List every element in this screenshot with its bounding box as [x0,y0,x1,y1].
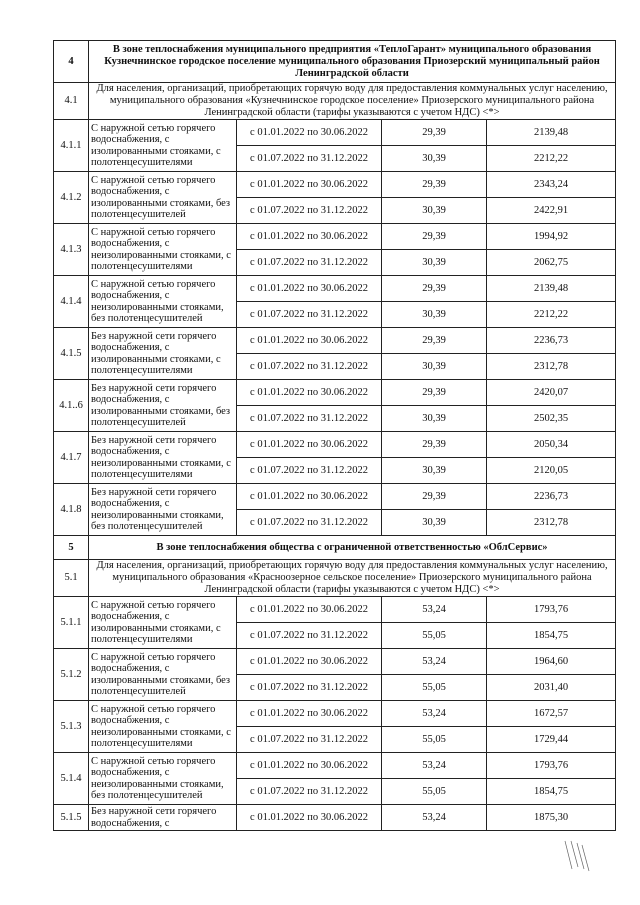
table-row [54,649,616,675]
energy-value-cell: 2062,75 [487,250,616,276]
energy-value-cell: 2312,78 [487,354,616,380]
energy-value-cell: 2120,05 [487,458,616,484]
handwritten-mark [562,839,592,873]
item-number: 4.1.7 [54,432,89,484]
energy-value-cell: 2050,34 [487,432,616,458]
item-number: 5.1.3 [54,701,89,753]
energy-value-cell: 2236,73 [487,484,616,510]
item-description: С наружной сетью горячего водоснабжения, с изолированными стояками, с полотенцесушителями [89,597,237,649]
item-description: Без наружной сети горячего водоснабжения, с неизолированными стояками, с полотенцесушителями [89,432,237,484]
period-cell: с 01.07.2022 по 31.12.2022 [237,675,382,701]
table-row [54,380,616,406]
item-description: Без наружной сети горячего водоснабжения, с изолированными стояками, с полотенцесушителями [89,328,237,380]
section-number: 5 [54,536,89,560]
period-cell: с 01.01.2022 по 30.06.2022 [237,597,382,623]
component-value-cell: 53,24 [382,753,487,779]
table-row [54,224,616,250]
item-number: 4.1.1 [54,120,89,172]
component-value-cell: 30,39 [382,354,487,380]
energy-value-cell: 2422,91 [487,198,616,224]
energy-value-cell: 1854,75 [487,779,616,805]
consumer-note-row [54,560,616,597]
period-cell: с 01.01.2022 по 30.06.2022 [237,276,382,302]
energy-value-cell: 2312,78 [487,510,616,536]
subsection-number: 5.1 [54,560,89,597]
component-value-cell: 29,39 [382,328,487,354]
period-cell: с 01.07.2022 по 31.12.2022 [237,727,382,753]
energy-value-cell: 2139,48 [487,120,616,146]
table-row [54,328,616,354]
tariff-table-body [54,41,616,831]
table-row [54,484,616,510]
table-row [54,753,616,779]
component-value-cell: 55,05 [382,675,487,701]
component-value-cell: 30,39 [382,406,487,432]
period-cell: с 01.07.2022 по 31.12.2022 [237,458,382,484]
energy-value-cell: 1994,92 [487,224,616,250]
item-description: Без наружной сети горячего водоснабжения, с изолированными стояками, без полотенцесушителей [89,380,237,432]
component-value-cell: 55,05 [382,727,487,753]
period-cell: с 01.07.2022 по 31.12.2022 [237,250,382,276]
section-number: 4 [54,41,89,83]
period-cell: с 01.07.2022 по 31.12.2022 [237,198,382,224]
period-cell: с 01.01.2022 по 30.06.2022 [237,224,382,250]
component-value-cell: 29,39 [382,432,487,458]
item-number: 4.1.2 [54,172,89,224]
zone-header-row [54,41,616,83]
energy-value-cell: 1793,76 [487,597,616,623]
period-cell: с 01.01.2022 по 30.06.2022 [237,328,382,354]
component-value-cell: 30,39 [382,198,487,224]
period-cell: с 01.01.2022 по 30.06.2022 [237,484,382,510]
item-description: Без наружной сети горячего водоснабжения, с неизолированными стояками, без полотенцесушителей [89,484,237,536]
component-value-cell: 29,39 [382,380,487,406]
item-description: С наружной сетью горячего водоснабжения, с неизолированными стояками, без полотенцесушителей [89,276,237,328]
energy-value-cell: 2236,73 [487,328,616,354]
component-value-cell: 53,24 [382,701,487,727]
component-value-cell: 55,05 [382,779,487,805]
component-value-cell: 55,05 [382,623,487,649]
zone-title: В зоне теплоснабжения муниципального предприятия «ТеплоГарант» муниципального образования Кузнечнинское городское поселение муниципального образования Приозерский муниципальный район Ленинградской области [89,41,616,83]
consumer-note: Для населения, организаций, приобретающих горячую воду для предоставления коммунальных услуг населению, муниципального образования «Красноозерное сельское поселение» Приозерского муниципального района Ленинградской области (тарифы указываются с учетом НДС) <*> [89,560,616,597]
component-value-cell: 53,24 [382,597,487,623]
component-value-cell: 29,39 [382,120,487,146]
item-description: С наружной сетью горячего водоснабжения, с неизолированными стояками, с полотенцесушителями [89,224,237,276]
energy-value-cell: 1964,60 [487,649,616,675]
period-cell: с 01.07.2022 по 31.12.2022 [237,406,382,432]
period-cell: с 01.01.2022 по 30.06.2022 [237,649,382,675]
energy-value-cell: 1875,30 [487,805,616,831]
energy-value-cell: 1793,76 [487,753,616,779]
item-number: 5.1.4 [54,753,89,805]
energy-value-cell: 2420,07 [487,380,616,406]
table-row [54,701,616,727]
energy-value-cell: 2502,35 [487,406,616,432]
table-row [54,805,616,831]
item-number: 4.1.3 [54,224,89,276]
energy-value-cell: 1729,44 [487,727,616,753]
energy-value-cell: 2212,22 [487,146,616,172]
energy-value-cell: 2031,40 [487,675,616,701]
period-cell: с 01.01.2022 по 30.06.2022 [237,805,382,831]
table-row [54,432,616,458]
period-cell: с 01.07.2022 по 31.12.2022 [237,510,382,536]
period-cell: с 01.01.2022 по 30.06.2022 [237,432,382,458]
item-description: С наружной сетью горячего водоснабжения, с изолированными стояками, с полотенцесушителями [89,120,237,172]
component-value-cell: 29,39 [382,224,487,250]
table-row [54,597,616,623]
item-number: 4.1..6 [54,380,89,432]
period-cell: с 01.01.2022 по 30.06.2022 [237,172,382,198]
component-value-cell: 30,39 [382,250,487,276]
item-description: С наружной сетью горячего водоснабжения, с неизолированными стояками, с полотенцесушителями [89,701,237,753]
component-value-cell: 30,39 [382,146,487,172]
consumer-note-row [54,83,616,120]
item-number: 5.1.2 [54,649,89,701]
zone-header-row [54,536,616,560]
item-number: 5.1.1 [54,597,89,649]
component-value-cell: 29,39 [382,484,487,510]
component-value-cell: 29,39 [382,172,487,198]
item-description: С наружной сетью горячего водоснабжения, с изолированными стояками, без полотенцесушителей [89,649,237,701]
period-cell: с 01.07.2022 по 31.12.2022 [237,779,382,805]
component-value-cell: 53,24 [382,805,487,831]
energy-value-cell: 2343,24 [487,172,616,198]
period-cell: с 01.07.2022 по 31.12.2022 [237,623,382,649]
period-cell: с 01.07.2022 по 31.12.2022 [237,302,382,328]
table-row [54,172,616,198]
component-value-cell: 29,39 [382,276,487,302]
item-number: 4.1.5 [54,328,89,380]
item-description: С наружной сетью горячего водоснабжения, с неизолированными стояками, без полотенцесушителей [89,753,237,805]
energy-value-cell: 2139,48 [487,276,616,302]
table-row [54,276,616,302]
consumer-note: Для населения, организаций, приобретающих горячую воду для предоставления коммунальных услуг населению, муниципального образования «Кузнечнинское городское поселение» Приозерского муниципального района Ленинградской области (тарифы указываются с учетом НДС) <*> [89,83,616,120]
item-number: 5.1.5 [54,805,89,831]
component-value-cell: 30,39 [382,510,487,536]
period-cell: с 01.07.2022 по 31.12.2022 [237,146,382,172]
period-cell: с 01.01.2022 по 30.06.2022 [237,753,382,779]
item-description: С наружной сетью горячего водоснабжения, с изолированными стояками, без полотенцесушителей [89,172,237,224]
component-value-cell: 30,39 [382,458,487,484]
energy-value-cell: 1854,75 [487,623,616,649]
component-value-cell: 30,39 [382,302,487,328]
item-number: 4.1.8 [54,484,89,536]
zone-title: В зоне теплоснабжения общества с ограниченной ответственностью «ОблСервис» [89,536,616,560]
tariff-table [53,40,616,831]
energy-value-cell: 1672,57 [487,701,616,727]
period-cell: с 01.01.2022 по 30.06.2022 [237,120,382,146]
subsection-number: 4.1 [54,83,89,120]
component-value-cell: 53,24 [382,649,487,675]
period-cell: с 01.01.2022 по 30.06.2022 [237,701,382,727]
energy-value-cell: 2212,22 [487,302,616,328]
table-row [54,120,616,146]
item-description: Без наружной сети горячего водоснабжения, с [89,805,237,831]
period-cell: с 01.07.2022 по 31.12.2022 [237,354,382,380]
period-cell: с 01.01.2022 по 30.06.2022 [237,380,382,406]
item-number: 4.1.4 [54,276,89,328]
